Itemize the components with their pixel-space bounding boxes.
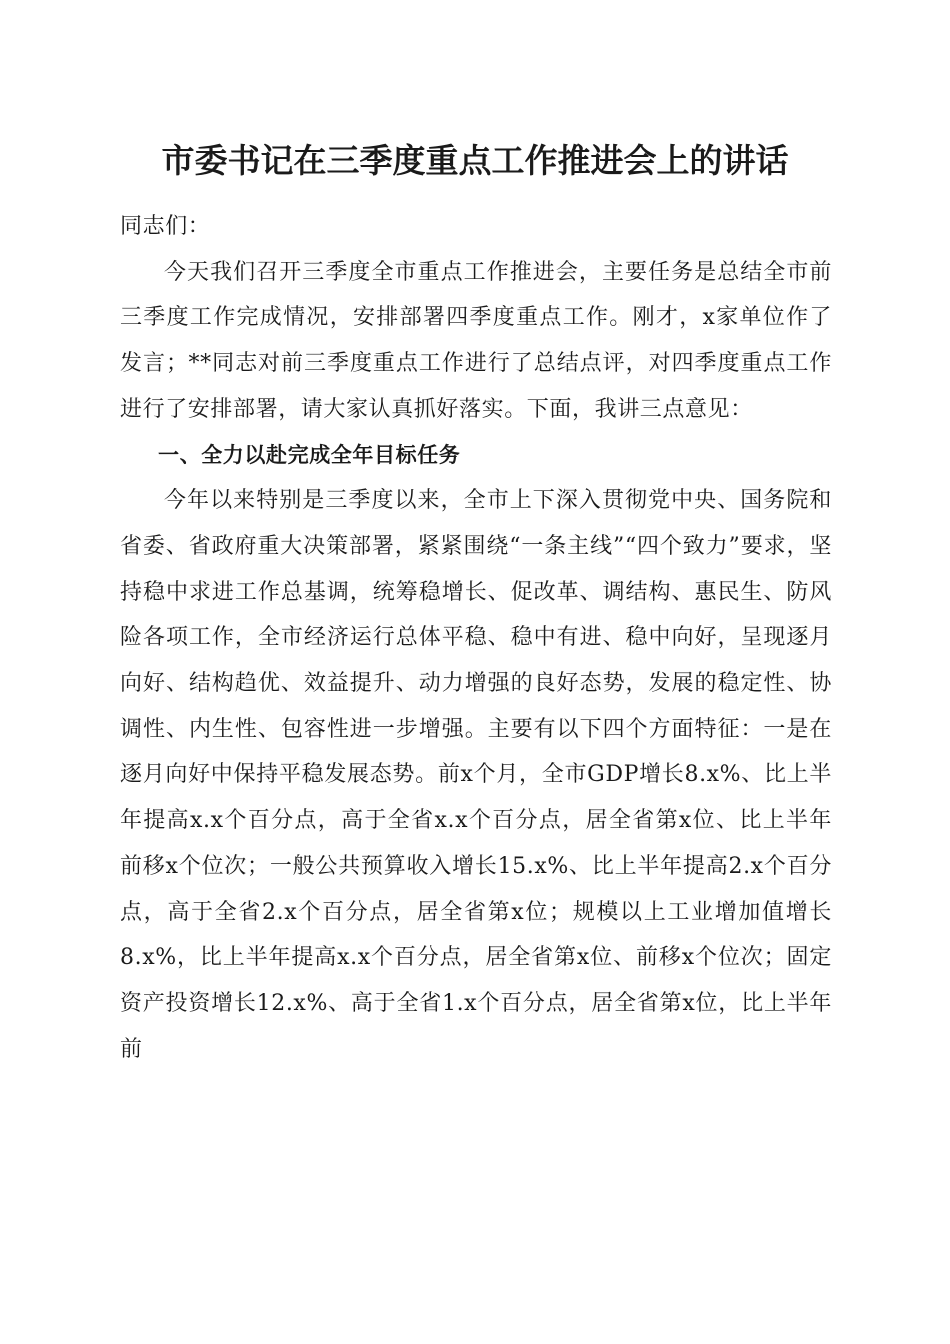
document-body [120, 204, 832, 1072]
section-heading-1: 一、全力以赴完成全年目标任务 [158, 442, 461, 467]
salutation: 同志们： [120, 214, 211, 239]
document-title: 市委书记在三季度重点工作推进会上的讲话 [161, 141, 789, 180]
section-1-paragraph: 今年以来特别是三季度以来，全市上下深入贯彻党中央、国务院和省委、省政府重大决策部署，紧紧围绕“一条主线”“四个致力”要求，坚持稳中求进工作总基调，统筹稳增长、促改革、调结构、惠民生、防风险各项工作，全市经济运行总体平稳、稳中有进、稳中向好，呈现逐月向好、结构趋优、效益提升、动力增强的良好态势，发展的稳定性、协调性、内生性、包容性进一步增强。主要有以下四个方面特征：一是在逐月向好中保持平稳发展态势。前x个月，全市GDP增长8.x%、比上半年提高x.x个百分点，高于全省x.x个百分点，居全省第x位、比上半年前移x个位次；一般公共预算收入增长15.x%、比上半年提高2.x个百分点，高于全省2.x个百分点，居全省第x位；规模以上工业增加值增长8.x%，比上半年提高x.x个百分点，居全省第x位、前移x个位次；固定资产投资增长12.x%、高于全省1.x个百分点，居全省第x位，比上半年前 [120, 488, 832, 1062]
intro-paragraph: 今天我们召开三季度全市重点工作推进会，主要任务是总结全市前三季度工作完成情况，安排部署四季度重点工作。刚才，x家单位作了发言；**同志对前三季度重点工作进行了总结点评，对四季度重点工作进行了安排部署，请大家认真抓好落实。下面，我讲三点意见： [120, 259, 832, 422]
